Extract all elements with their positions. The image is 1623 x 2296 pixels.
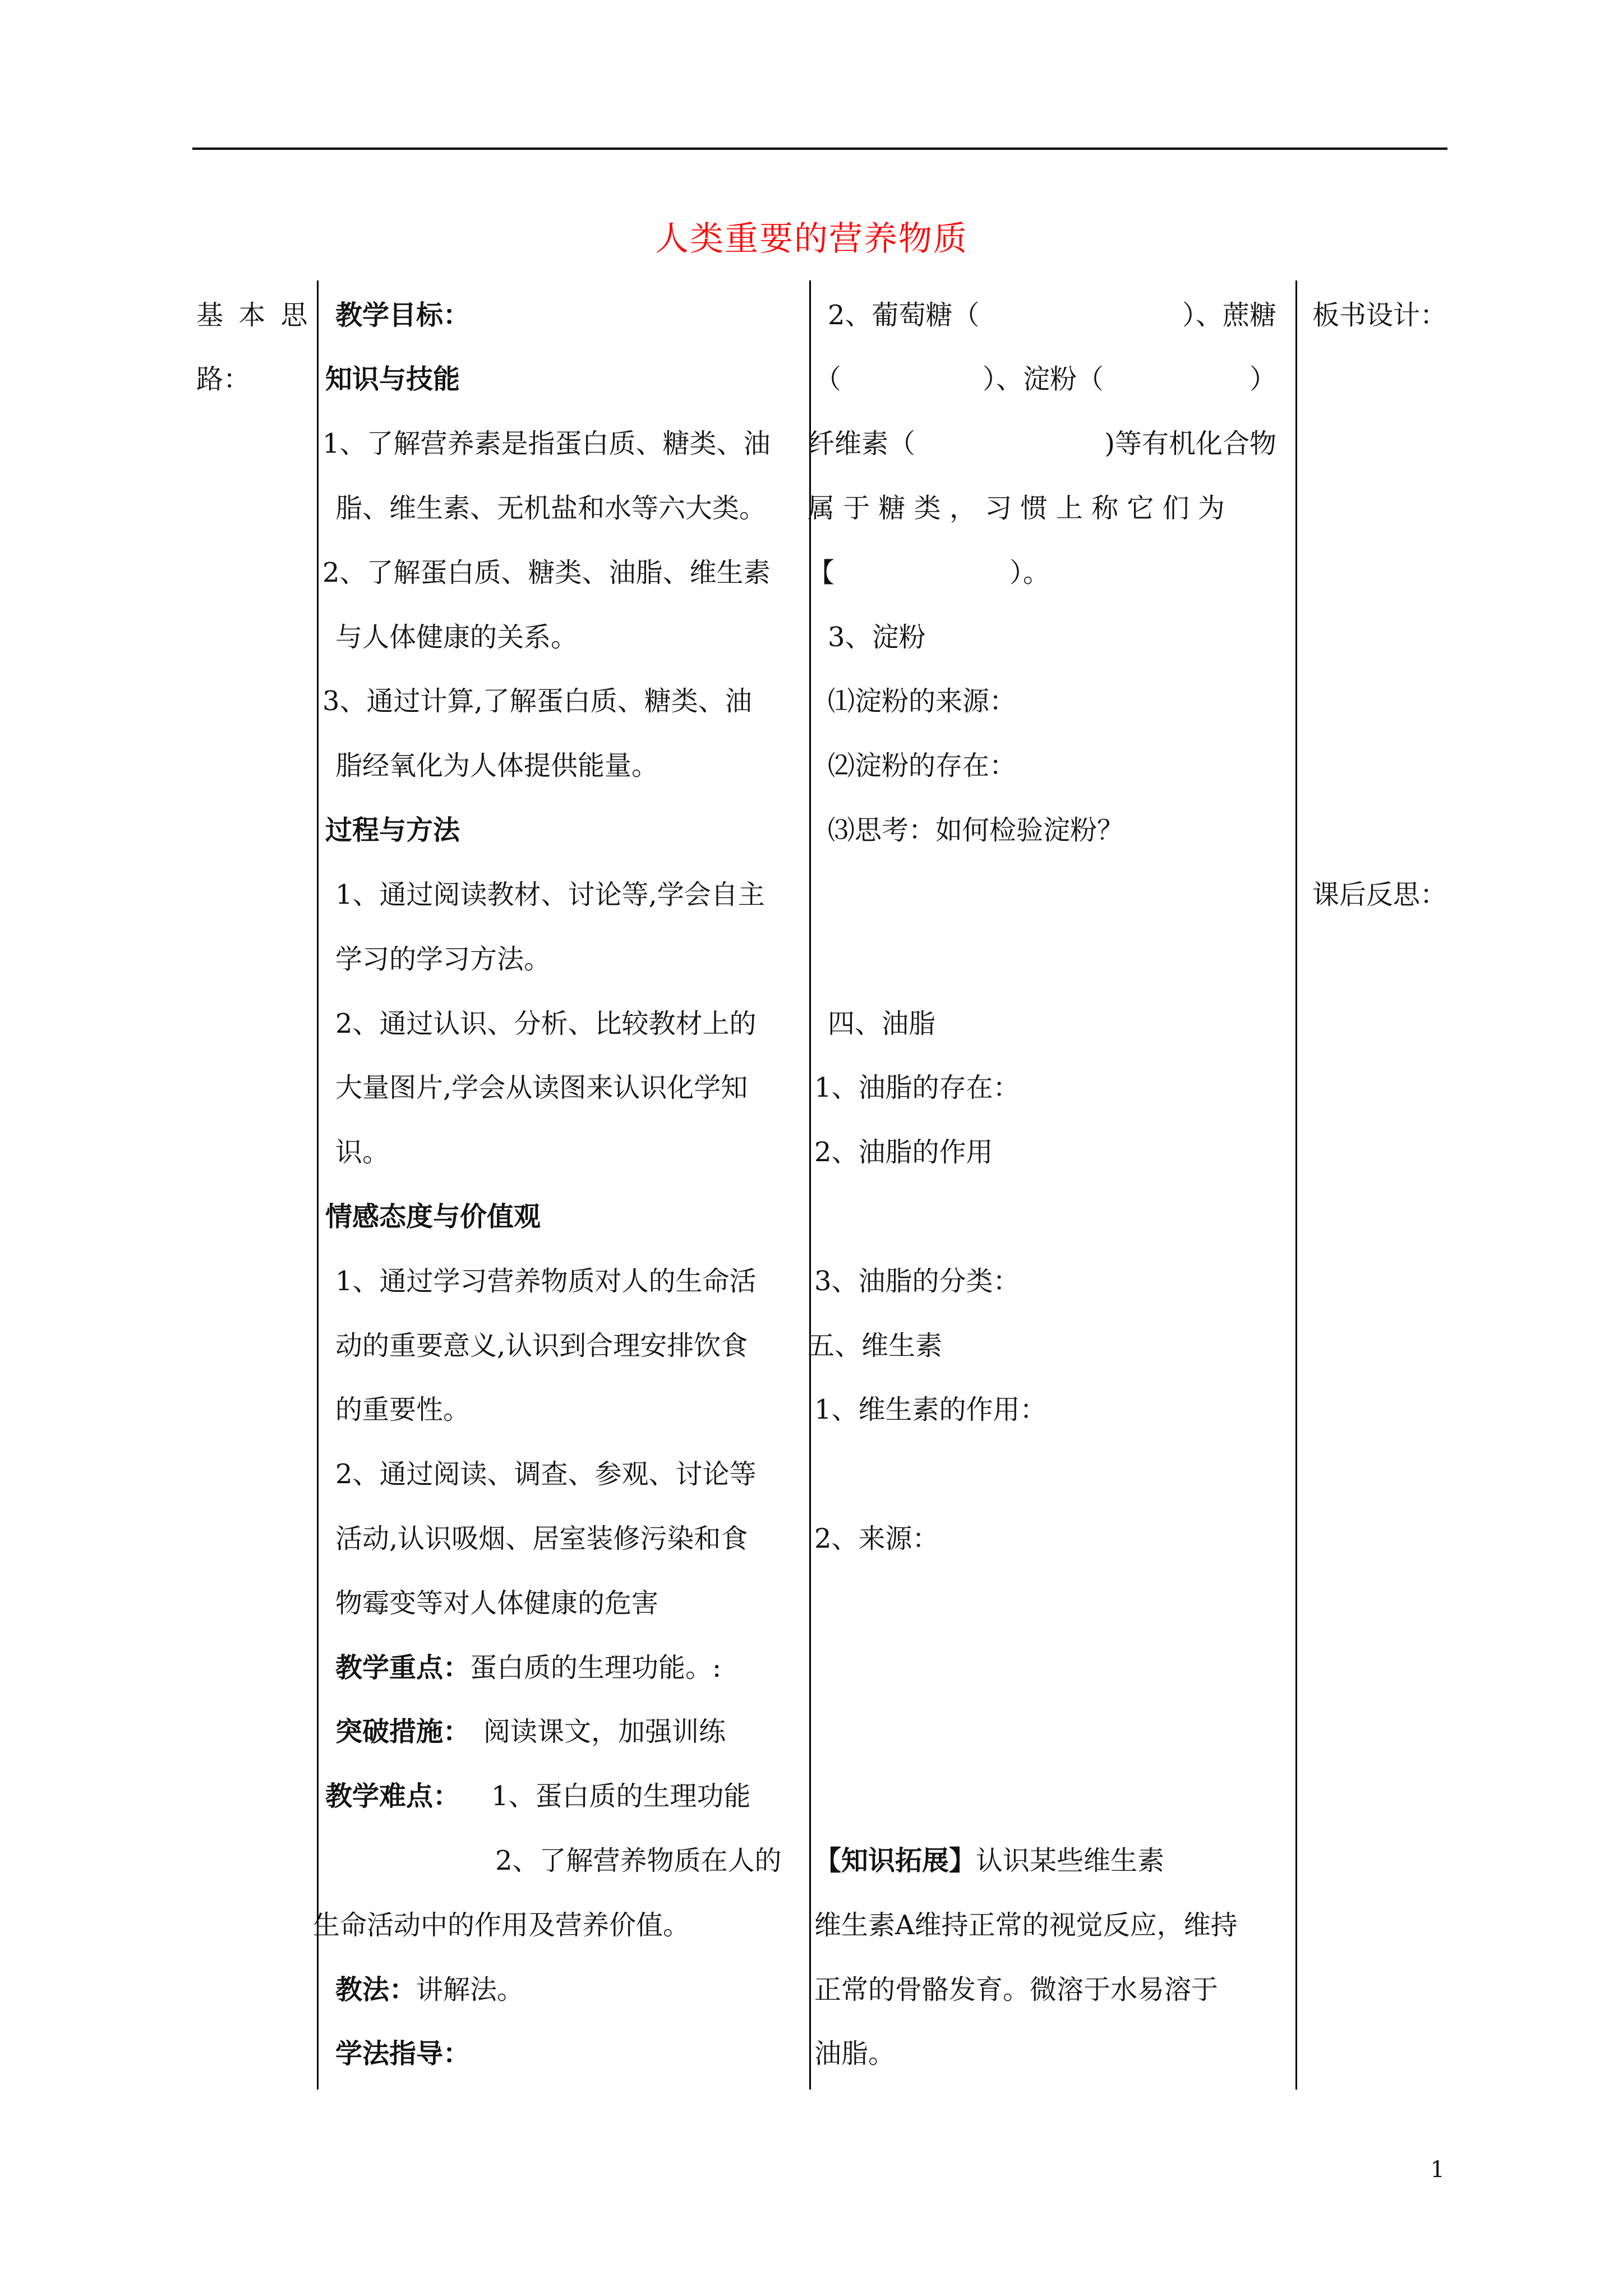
- content-line: 油脂。: [814, 2038, 896, 2069]
- difficulty-line: 生命活动中的作用及营养价值。: [313, 1910, 690, 1941]
- difficulty-row: [325, 1780, 751, 1812]
- objective-line: 动的重要意义,认识到合理安排饮食: [335, 1330, 748, 1361]
- content-line: 纤维素（ )等有机化合物: [808, 428, 1276, 459]
- breakthrough-row: [335, 1716, 726, 1747]
- objective-line: 学习的学习方法。: [335, 944, 551, 975]
- basic-approach-label-cont: 路：: [196, 364, 251, 395]
- objective-line: 2、通过阅读、调查、参观、讨论等: [335, 1458, 757, 1490]
- content-line: 1、维生素的作用：: [814, 1394, 1047, 1425]
- knowledge-extension-row: [814, 1845, 1164, 1876]
- objective-line: 1、通过阅读教材、讨论等,学会自主: [335, 879, 765, 910]
- objective-line: 的重要性。: [335, 1394, 471, 1425]
- objective-line: 3、通过计算,了解蛋白质、糖类、油: [322, 685, 752, 717]
- content-line: 3、淀粉: [828, 622, 926, 653]
- content-line: 3、油脂的分类：: [814, 1266, 1020, 1297]
- objective-line: 大量图片,学会从读图来认识化学知: [335, 1072, 748, 1103]
- key-point-label: 教学重点：: [335, 1652, 471, 1683]
- knowledge-extension-text: 认识某些维生素: [976, 1845, 1165, 1876]
- content-line: ⑴淀粉的来源：: [828, 685, 1017, 717]
- difficulty-label: 教学难点：: [325, 1780, 460, 1812]
- teaching-method-row: [335, 1974, 524, 2005]
- process-methods-heading: 过程与方法: [325, 815, 460, 846]
- content-line: 1、油脂的存在：: [814, 1072, 1020, 1103]
- objective-line: 脂、维生素、无机盐和水等六大类。: [335, 493, 767, 524]
- difficulty-text: 1、蛋白质的生理功能: [491, 1780, 751, 1812]
- page-number: 1: [1430, 2157, 1445, 2183]
- content-line: 【 ）。: [808, 557, 1050, 588]
- content-line: 属 于 糖 类 ， 习 惯 上 称 它 们 为: [808, 493, 1225, 524]
- basic-approach-label: 基 本 思: [196, 300, 311, 331]
- attitude-values-heading: 情感态度与价值观: [325, 1201, 541, 1232]
- column-divider-3: [1295, 280, 1297, 2090]
- objective-line: 1、通过学习营养物质对人的生命活: [335, 1266, 757, 1297]
- content-line: ⑵淀粉的存在：: [828, 750, 1017, 781]
- key-point-text: 蛋白质的生理功能。:: [470, 1652, 722, 1683]
- objective-line: 活动,认识吸烟、居室装修污染和食: [335, 1523, 748, 1554]
- content-line: （ ）、淀粉（ ）: [814, 364, 1276, 395]
- page-title: 人类重要的营养物质: [655, 219, 968, 259]
- content-line: 2、葡萄糖（ ）、蔗糖: [828, 300, 1276, 331]
- post-class-reflection-label: 课后反思：: [1312, 879, 1447, 910]
- objective-line: 识。: [335, 1137, 390, 1168]
- teaching-method-label: 教法：: [335, 1974, 417, 2005]
- difficulty-line: 2、了解营养物质在人的: [495, 1845, 782, 1876]
- teaching-method-text: 讲解法。: [416, 1974, 524, 2005]
- content-line: 2、来源：: [814, 1523, 939, 1554]
- objective-line: 2、通过认识、分析、比较教材上的: [335, 1008, 757, 1039]
- content-line: 2、油脂的作用: [814, 1137, 993, 1168]
- column-divider-1: [317, 280, 319, 2090]
- content-line: ⑶思考：如何检验淀粉？: [828, 815, 1124, 846]
- board-design-label: 板书设计：: [1312, 300, 1447, 331]
- key-point-row: [335, 1652, 721, 1683]
- column-divider-2: [809, 280, 811, 2090]
- breakthrough-label: 突破措施：: [335, 1716, 471, 1747]
- knowledge-skills-heading: 知识与技能: [325, 364, 460, 395]
- teaching-objectives-heading: 教学目标：: [335, 300, 471, 331]
- objective-line: 物霉变等对人体健康的危害: [335, 1588, 659, 1619]
- objective-line: 2、了解蛋白质、糖类、油脂、维生素: [322, 557, 771, 588]
- content-line: 正常的骨骼发育。微溶于水易溶于: [814, 1974, 1219, 2005]
- header-rule: [192, 148, 1447, 150]
- content-line: 五、维生素: [808, 1330, 943, 1361]
- content-line: 四、油脂: [828, 1008, 936, 1039]
- study-guidance-label: 学法指导：: [335, 2038, 471, 2069]
- breakthrough-text: 阅读课文，加强训练: [483, 1716, 726, 1747]
- knowledge-extension-label: 【知识拓展】: [814, 1845, 976, 1876]
- objective-line: 脂经氧化为人体提供能量。: [335, 750, 659, 781]
- objective-line: 1、了解营养素是指蛋白质、糖类、油: [322, 428, 771, 459]
- content-line: 维生素A维持正常的视觉反应，维持: [814, 1910, 1238, 1941]
- objective-line: 与人体健康的关系。: [335, 622, 578, 653]
